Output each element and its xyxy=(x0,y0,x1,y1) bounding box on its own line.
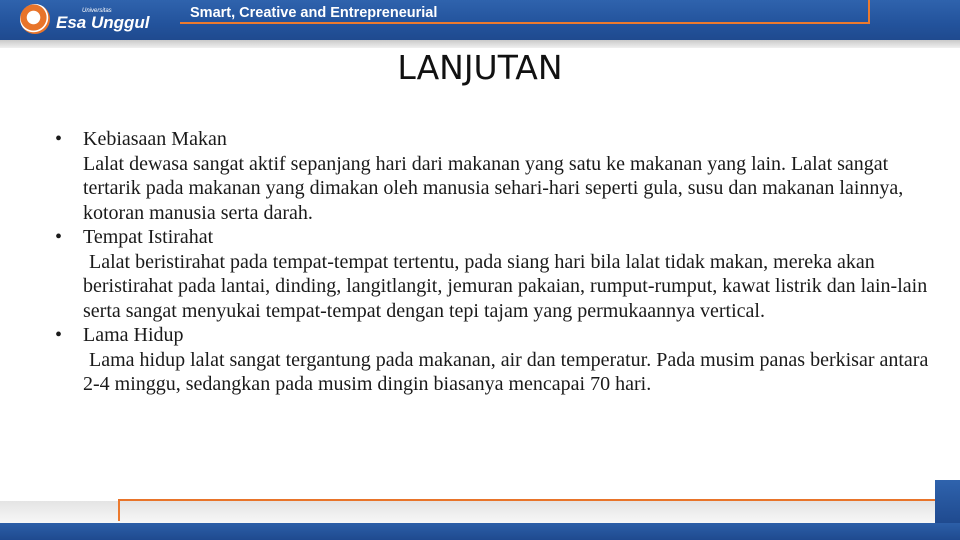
bullet-icon: • xyxy=(55,226,63,248)
logo-small-text: Universitas xyxy=(82,7,112,14)
header-accent-line xyxy=(180,22,870,24)
list-item xyxy=(55,127,935,225)
bullet-icon: • xyxy=(55,128,63,150)
logo-icon xyxy=(20,4,50,34)
item-description: Lalat dewasa sangat aktif sepanjang hari dari makanan yang satu ke makanan yang lain. Lalat sangat tertarik pada makanan yang dimakan oleh manusia sehari-hari seperti gula, susu dan makanan lainnya, kotoran manusia serta darah. xyxy=(83,152,904,224)
footer-corner xyxy=(935,480,960,523)
footer-shadow-band xyxy=(0,501,960,523)
list-item xyxy=(55,323,935,397)
item-heading: Lama Hidup xyxy=(83,324,184,346)
header-bar xyxy=(0,0,960,40)
logo-name: Esa Unggul xyxy=(56,12,150,32)
footer-bar xyxy=(0,523,960,540)
slide-content xyxy=(55,127,935,397)
university-logo xyxy=(20,4,170,34)
item-heading: Tempat Istirahat xyxy=(83,226,214,248)
footer-accent-tick xyxy=(118,501,120,521)
header-accent-tick xyxy=(868,0,870,24)
item-heading: Kebiasaan Makan xyxy=(83,128,227,150)
list-item xyxy=(55,225,935,323)
slide-title: LANJUTAN xyxy=(397,48,563,87)
bullet-icon: • xyxy=(55,324,63,346)
item-description: Lama hidup lalat sangat tergantung pada makanan, air dan temperatur. Pada musim panas berkisar antara 2-4 minggu, sedangkan pada musim dingin biasanya mencapai 70 hari. xyxy=(83,348,929,395)
header-shadow-band xyxy=(0,40,960,48)
item-description: Lalat beristirahat pada tempat-tempat tertentu, pada siang hari bila lalat tidak makan, mereka akan beristirahat pada lantai, dinding, langitlangit, jemuran pakaian, rumput-rumput, kawat listrik dan lain-lain serta sangat menyukai tempat-tempat dengan tepi tajam yang permukaannya vertical. xyxy=(83,250,928,322)
tagline: Smart, Creative and Entrepreneurial xyxy=(190,5,438,21)
